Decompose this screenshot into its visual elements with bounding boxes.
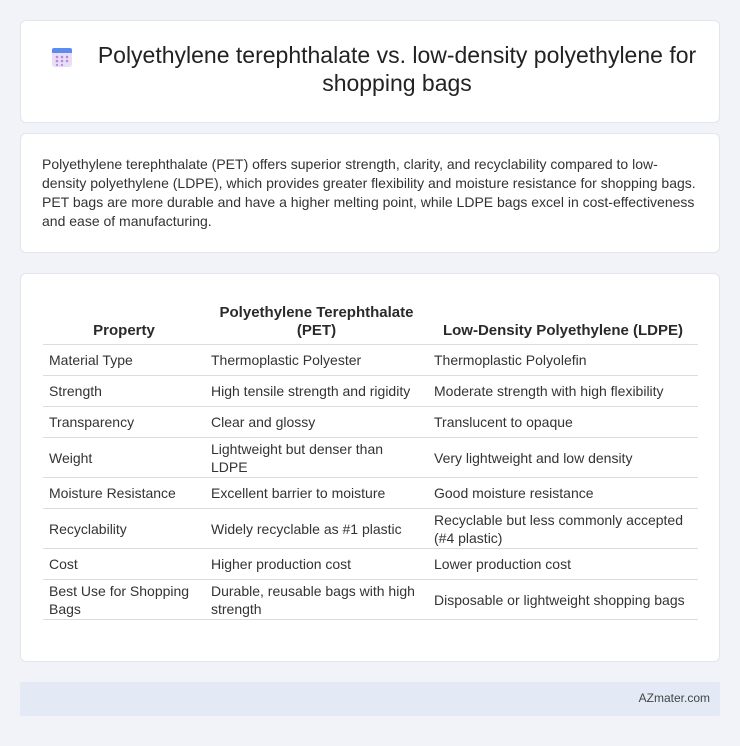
comparison-table <box>43 296 698 620</box>
cell-pet: High tensile strength and rigidity <box>205 376 428 407</box>
table-row <box>43 549 698 580</box>
cell-property: Recyclability <box>43 509 205 549</box>
footer-bar <box>20 682 720 716</box>
cell-property: Moisture Resistance <box>43 478 205 509</box>
table-row <box>43 376 698 407</box>
page-title: Polyethylene terephthalate vs. low-density polyethylene for shopping bags <box>97 42 697 96</box>
cell-ldpe: Thermoplastic Polyolefin <box>428 345 698 376</box>
header-property: Property <box>93 322 155 339</box>
cell-ldpe: Disposable or lightweight shopping bags <box>428 580 698 620</box>
table-card <box>20 273 720 662</box>
cell-pet: Higher production cost <box>205 549 428 580</box>
cell-pet: Durable, reusable bags with high strength <box>205 580 428 620</box>
calendar-grid-icon <box>51 46 73 68</box>
cell-ldpe: Recyclable but less commonly accepted (#4 plastic) <box>428 509 698 549</box>
intro-paragraph: Polyethylene terephthalate (PET) offers superior strength, clarity, and recyclability compared to low-density polyethylene (LDPE), which provides greater flexibility and moisture resistance for shopping bags. PET bags are more durable and have a higher melting point, while LDPE bags excel in cost-effectiveness and ease of manufacturing. <box>42 156 696 229</box>
footer-site-name: AZmater.com <box>638 691 710 705</box>
table-row <box>43 509 698 549</box>
table-row <box>43 580 698 620</box>
cell-ldpe: Translucent to opaque <box>428 407 698 438</box>
cell-ldpe: Lower production cost <box>428 549 698 580</box>
cell-property: Transparency <box>43 407 205 438</box>
cell-property: Strength <box>43 376 205 407</box>
header-pet: Polyethylene Terephthalate (PET) <box>219 304 414 339</box>
table-row <box>43 478 698 509</box>
intro-card <box>20 133 720 253</box>
title-card <box>20 20 720 123</box>
header-ldpe: Low-Density Polyethylene (LDPE) <box>442 322 684 339</box>
cell-ldpe: Very lightweight and low density <box>428 438 698 478</box>
cell-pet: Thermoplastic Polyester <box>205 345 428 376</box>
cell-property: Material Type <box>43 345 205 376</box>
table-row <box>43 407 698 438</box>
table-header-row <box>43 296 698 345</box>
cell-ldpe: Good moisture resistance <box>428 478 698 509</box>
cell-pet: Excellent barrier to moisture <box>205 478 428 509</box>
title-wrap <box>51 41 699 97</box>
cell-property: Cost <box>43 549 205 580</box>
cell-property: Best Use for Shopping Bags <box>43 580 205 620</box>
table-row <box>43 438 698 478</box>
cell-pet: Lightweight but denser than LDPE <box>205 438 428 478</box>
cell-ldpe: Moderate strength with high flexibility <box>428 376 698 407</box>
cell-pet: Widely recyclable as #1 plastic <box>205 509 428 549</box>
cell-pet: Clear and glossy <box>205 407 428 438</box>
table-row <box>43 345 698 376</box>
cell-property: Weight <box>43 438 205 478</box>
